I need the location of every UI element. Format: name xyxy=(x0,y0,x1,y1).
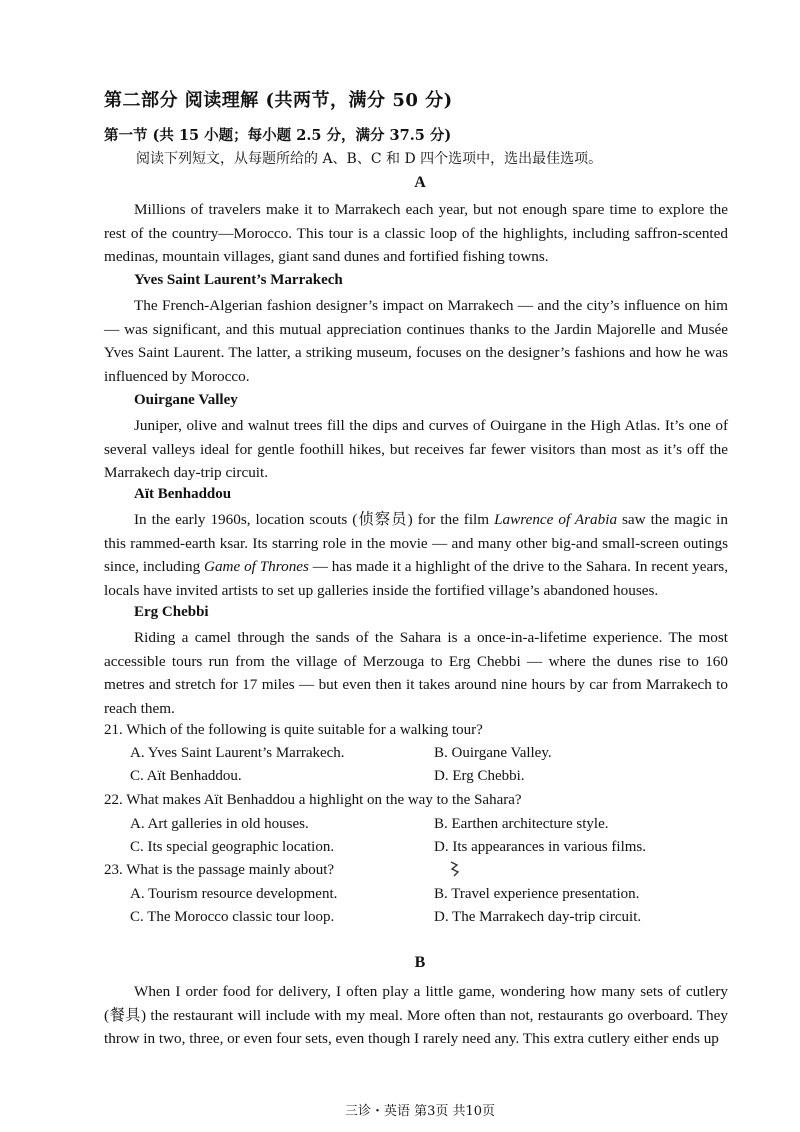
ait-text-3: — has made it a highlight of the drive to the Sahara. In recent years, locals have invited artists to set up galleries inside the fortified village’s abandoned houses. xyxy=(104,558,728,599)
q21-option-d[interactable]: D. Erg Chebbi. xyxy=(434,768,525,784)
q21-option-a[interactable]: A. Yves Saint Laurent’s Marrakech. xyxy=(130,745,345,761)
passage-b-paragraph: When I order food for delivery, I often play a little game, wondering how many sets of cutlery (餐具) the restaurant will include with my meal. More often than not, restaurants go overboard. They throw in two, three, or even four sets, even though I rarely need any. This extra cutlery either ends up xyxy=(104,983,728,1047)
q23-option-c[interactable]: C. The Morocco classic tour loop. xyxy=(130,909,335,925)
q22-option-d[interactable]: D. Its appearances in various films. xyxy=(434,839,647,855)
heading-erg-chebbi: Erg Chebbi xyxy=(134,604,209,620)
heading-ysl: Yves Saint Laurent’s Marrakech xyxy=(134,272,343,288)
section-title: 第一节 (共 15 小题；每小题 2.5 分，满分 37.5 分) xyxy=(104,127,452,144)
q23-option-d[interactable]: D. The Marrakech day-trip circuit. xyxy=(434,909,642,925)
film-title-lawrence: Lawrence of Arabia xyxy=(494,511,618,528)
passage-b-body xyxy=(104,980,728,1051)
erg-chebbi-paragraph: Riding a camel through the sands of the Sahara is a once-in-a-lifetime experience. The most accessible tours run from the village of Merzouga to Erg Chebbi — where the dunes rise to 160 metres and stretch for 17 miles — but even then it takes around nine hours by car from Marrakech to reach them. xyxy=(104,629,728,717)
ait-text-2: saw the magic in this rammed-earth ksar. Its starring role in the movie — and many other big-and small-screen outings since, including xyxy=(104,511,728,575)
show-title-got: Game of Thrones xyxy=(204,558,309,575)
intro-paragraph: Millions of travelers make it to Marrakech each year, but not enough spare time to explore the rest of the country—Morocco. This tour is a classic loop of the highlights, including saffron-scented medinas, mountain villages, giant sand dunes and fortified fishing towns. xyxy=(104,201,728,265)
heading-ait-benhaddou: Aït Benhaddou xyxy=(134,486,232,502)
page-footer: 三诊・英语 第3页 共10页 xyxy=(344,1104,496,1119)
q23-option-a[interactable]: A. Tourism resource development. xyxy=(130,886,338,902)
section-erg-chebbi xyxy=(104,626,728,720)
pen-mark-icon xyxy=(448,860,462,878)
q22-option-b[interactable]: B. Earthen architecture style. xyxy=(434,816,609,832)
q21-option-c[interactable]: C. Aït Benhaddou. xyxy=(130,768,242,784)
ait-text-1: In the early 1960s, location scouts (侦察员) for the film xyxy=(134,511,495,528)
section-ouirgane xyxy=(104,414,728,485)
part-title: 第二部分 阅读理解 (共两节，满分 50 分) xyxy=(104,90,453,111)
ouirgane-paragraph: Juniper, olive and walnut trees fill the dips and curves of Ouirgane in the High Atlas. It’s one of several valleys ideal for gentle foothill hikes, but receives far fewer visitors than most as it’s off the Marrakech day-trip circuit. xyxy=(104,417,728,481)
q22-option-a[interactable]: A. Art galleries in old houses. xyxy=(130,816,309,832)
passage-a-intro xyxy=(104,198,728,269)
question-23: 23. What is the passage mainly about? xyxy=(104,862,335,878)
q22-option-c[interactable]: C. Its special geographic location. xyxy=(130,839,335,855)
passage-a-letter: A xyxy=(414,174,426,191)
ait-benhaddou-paragraph xyxy=(104,508,728,602)
ysl-paragraph: The French-Algerian fashion designer’s impact on Marrakech — and the city’s influence on him — was significant, and this mutual appreciation continues thanks to the Jardin Majorelle and Musée Yves Saint Laurent. The latter, a striking museum, focuses on the designer’s fashions and how he was influenced by Morocco. xyxy=(104,297,728,385)
q23-option-b[interactable]: B. Travel experience presentation. xyxy=(434,886,640,902)
section-ait-benhaddou xyxy=(104,508,728,602)
heading-ouirgane: Ouirgane Valley xyxy=(134,392,238,408)
section-ysl xyxy=(104,294,728,388)
question-22: 22. What makes Aït Benhaddou a highlight on the way to the Sahara? xyxy=(104,792,522,808)
q21-option-b[interactable]: B. Ouirgane Valley. xyxy=(434,745,552,761)
passage-b-letter: B xyxy=(414,954,426,971)
question-21: 21. Which of the following is quite suitable for a walking tour? xyxy=(104,722,483,738)
instruction: 阅读下列短文，从每题所给的 A、B、C 和 D 四个选项中，选出最佳选项。 xyxy=(136,151,603,167)
